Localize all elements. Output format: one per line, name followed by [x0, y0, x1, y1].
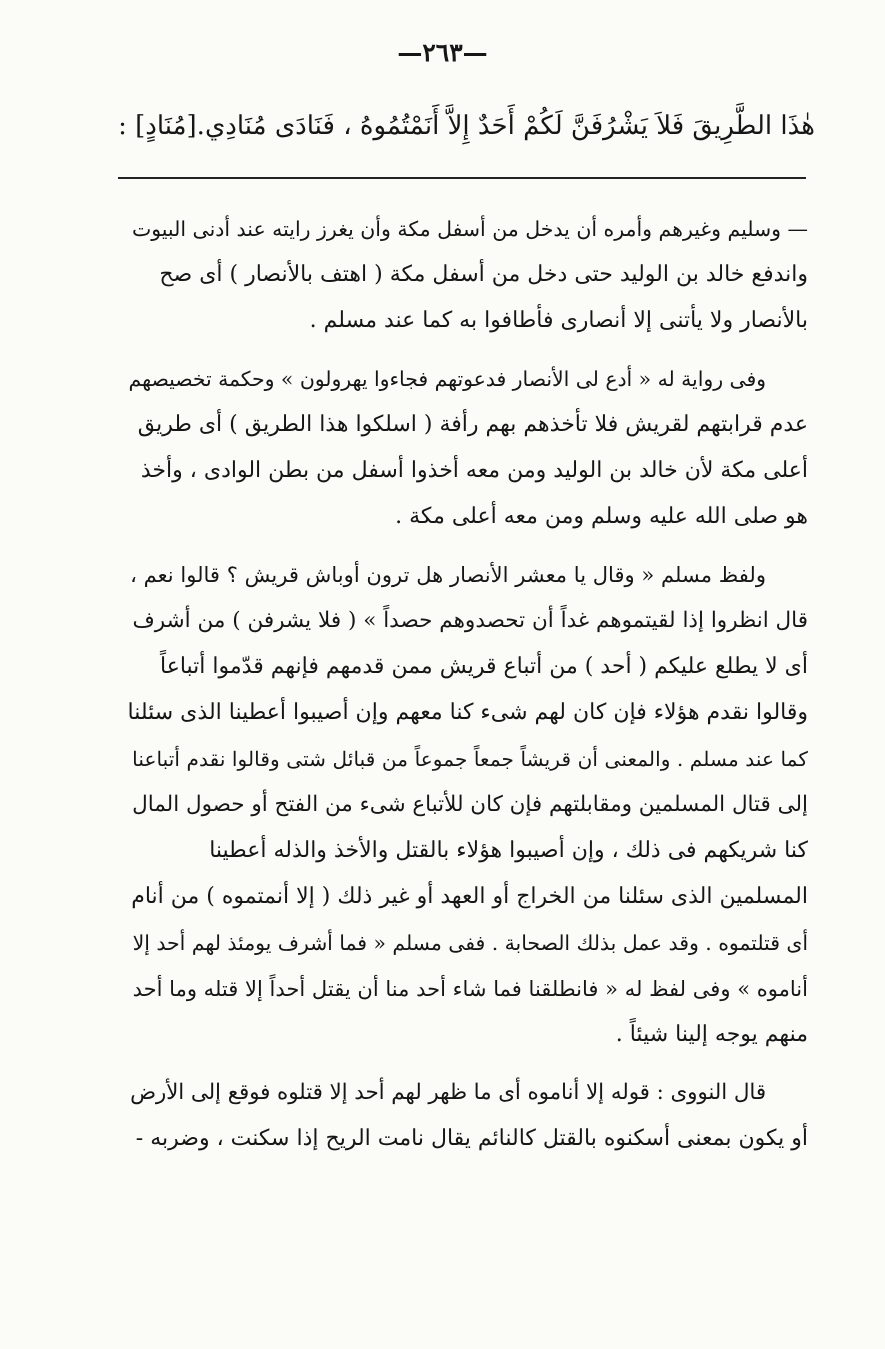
text-line: أعلى مكة لأن خالد بن الوليد ومن معه أخذوا أسفل من بطن الوادى ، وأخذ	[140, 458, 808, 483]
text-line: أى قتلتموه . وقد عمل بذلك الصحابة . ففى مسلم « فما أشرف يومئذ لهم أحد إلا	[132, 931, 808, 955]
text-line: كما عند مسلم . والمعنى أن قريشاً جمعاً جموعاً من قبائل شتى وقالوا نقدم أتباعنا	[132, 747, 808, 771]
text-line: واندفع خالد بن الوليد حتى دخل من أسفل مكة ( اهتف بالأنصار ) أى صح	[159, 262, 808, 287]
text-line: قال انظروا إذا لقيتموهم غداً أن تحصدوهم حصداً » ( فلا يشرفن ) من أشرف	[132, 608, 808, 633]
text-line: قال النووى : قوله إلا أناموه أى ما ظهر لهم أحد إلا قتلوه فوقع إلى الأرض	[130, 1080, 766, 1105]
text-line: المسلمين الذى سئلنا من الخراج أو العهد أو غير ذلك ( إلا أنمتموه ) من أنام	[131, 884, 808, 909]
text-line: كنا شريكهم فى ذلك ، وإن أصيبوا هؤلاء بالقتل والأخذ والذله أعطينا	[209, 838, 808, 863]
paragraph	[118, 1070, 808, 1162]
text-line: منهم يوجه إلينا شيئاً .	[615, 1022, 808, 1047]
text-line: ولفظ مسلم « وقال يا معشر الأنصار هل ترون أوباش قريش ؟ قالوا نعم ،	[130, 562, 766, 587]
text-line: أى لا يطلع عليكم ( أحد ) من أتباع قريش ممن قدمهم فإنهم قدّموا أتباعاً	[159, 654, 808, 679]
text-line: — وسليم وغيرهم وأمره أن يدخل من أسفل مكة وأن يغرز رايته عند أدنى البيوت	[131, 217, 808, 241]
header-verse: هٰذَا الطَّرِيقَ فَلاَ يَشْرُفَنَّ لَكُمْ أَحَدٌ إِلاَّ أَنَمْتُمُوهُ ، فَنَادَى مُنَادِي.[مُنَادٍ] :	[118, 111, 815, 141]
paragraph	[118, 206, 808, 344]
text-line: إلى قتال المسلمين ومقابلتهم فإن كان للأتباع شىء من الفتح أو حصول المال	[132, 792, 808, 817]
text-line: وفى رواية له « أدع لى الأنصار فدعوتهم فجاءوا يهرولون » وحكمة تخصيصهم	[128, 367, 766, 391]
page-number: —٢٦٣—	[397, 38, 488, 67]
paragraph	[118, 356, 808, 540]
text-line: بالأنصار ولا يأتنى إلا أنصارى فأطافوا به كما عند مسلم .	[309, 308, 808, 333]
text-line: عدم قرابتهم لقريش فلا تأخذهم بهم رأفة ( اسلكوا هذا الطريق ) أى طريق	[137, 412, 808, 437]
text-line: وقالوا نقدم هؤلاء فإن كان لهم شىء كنا معهم وإن أصيبوا أعطينا الذى سئلنا	[127, 700, 808, 725]
text-line: هو صلى الله عليه وسلم ومن معه أعلى مكة .	[395, 504, 808, 529]
header-divider	[118, 177, 806, 179]
paragraph	[118, 552, 808, 1058]
commentary-body	[118, 206, 808, 1174]
text-line: أو يكون بمعنى أسكنوه بالقتل كالنائم يقال نامت الريح إذا سكنت ، وضربه -	[135, 1126, 808, 1151]
text-line: أناموه » وفى لفظ له « فانطلقنا فما شاء أحد منا أن يقتل أحداً إلا قتله وما أحد	[132, 976, 808, 1001]
